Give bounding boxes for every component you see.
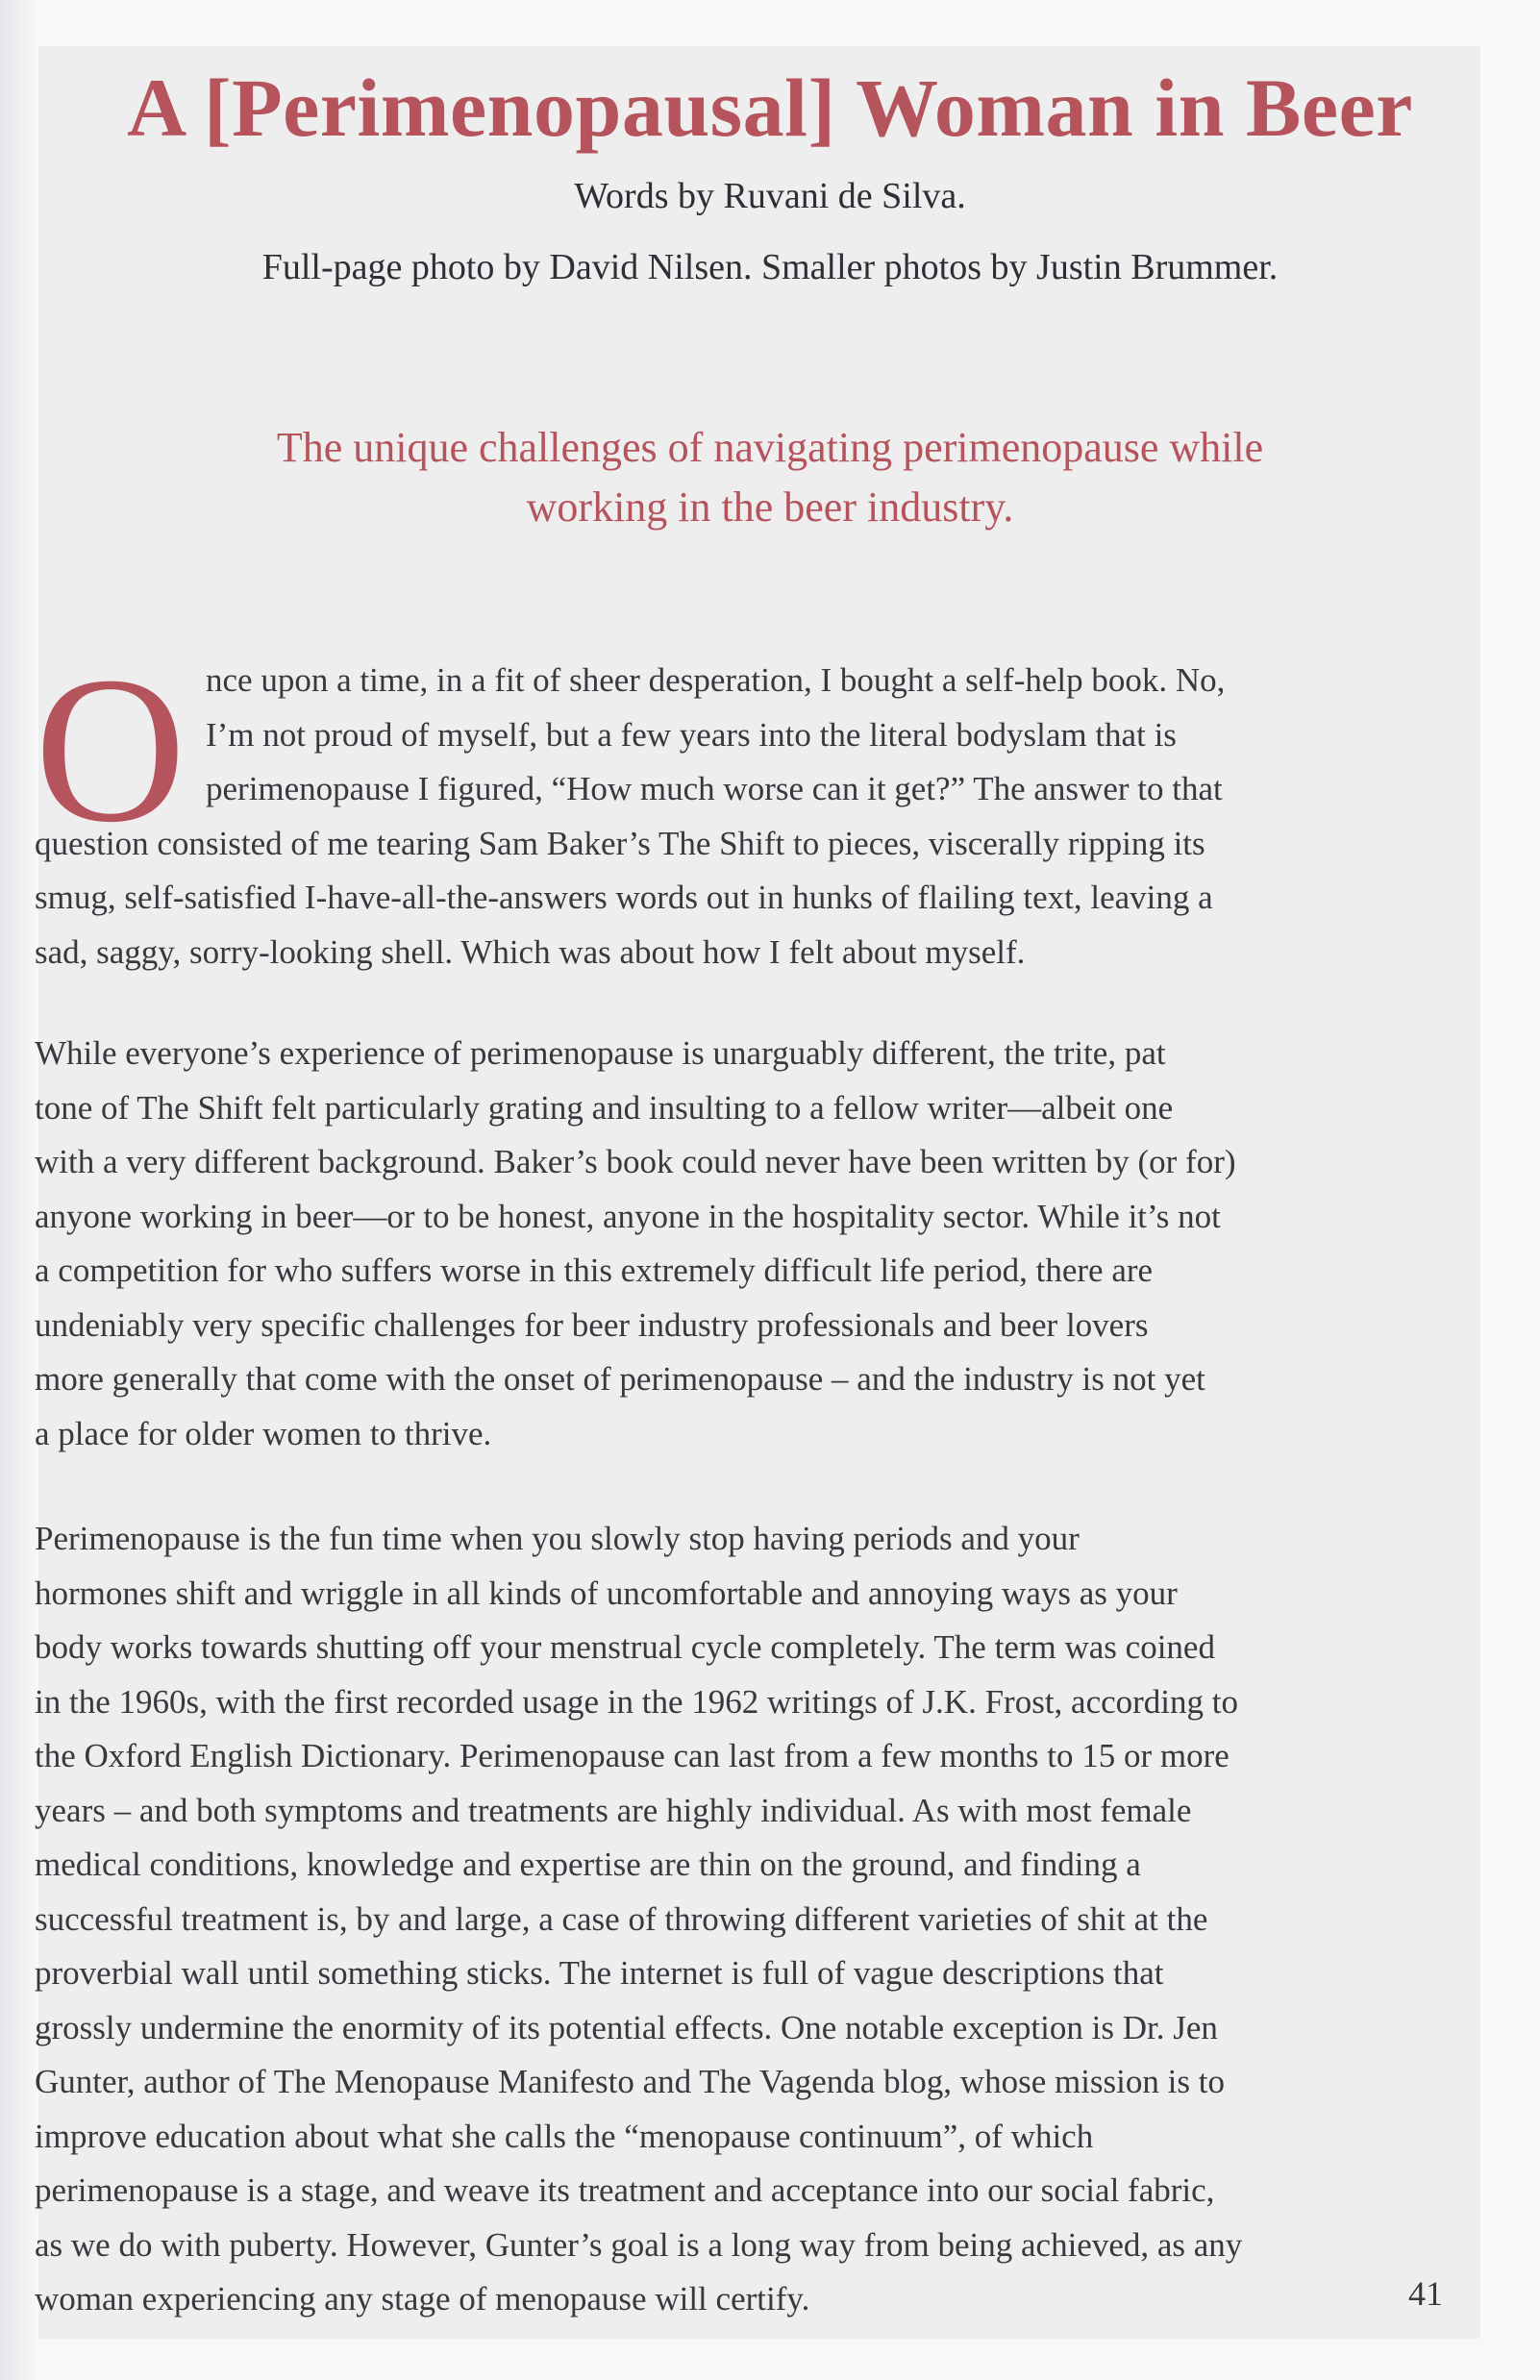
byline-photos: Full-page photo by David Nilsen. Smaller photos by Justin Brummer. — [261, 247, 1279, 287]
text-line: a competition for who suffers worse in this extremely difficult life period, there are — [35, 1252, 1154, 1289]
drop-cap: O — [35, 634, 186, 866]
text-line: perimenopause is a stage, and weave its treatment and acceptance into our social fabric, — [35, 2171, 1215, 2209]
text-line: tone of The Shift felt particularly grating and insulting to a fellow writer—albeit one — [35, 1088, 1174, 1127]
paragraph-3 — [35, 1512, 1467, 2327]
page-number: 41 — [1408, 2274, 1443, 2313]
page-spine-shadow — [0, 0, 38, 2380]
text-line: anyone working in beer—or to be honest, anyone in the hospitality sector. While it’s not — [35, 1197, 1221, 1235]
text-line: undeniably very specific challenges for beer industry professionals and beer lovers — [35, 1305, 1149, 1344]
text-line: Gunter, author of The Menopause Manifesto and The Vagenda blog, whose mission is to — [35, 2063, 1225, 2100]
text-line: successful treatment is, by and large, a case of throwing different varieties of shit at the — [35, 1899, 1208, 1938]
text-line: proverbial wall until something sticks. The internet is full of vague descriptions that — [35, 1954, 1164, 1992]
text-line: perimenopause I figured, “How much worse can it get?” The answer to that — [206, 770, 1223, 807]
text-line: nce upon a time, in a fit of sheer desperation, I bought a self-help book. No, — [206, 661, 1226, 699]
subtitle-line-2: working in the beer industry. — [526, 483, 1014, 531]
text-line: grossly undermine the enormity of its potential effects. One notable exception is Dr. Jen — [35, 2008, 1218, 2046]
text-line: question consisted of me tearing Sam Baker’s The Shift to pieces, viscerally ripping its — [35, 824, 1205, 862]
byline-author: Words by Ruvani de Silva. — [574, 176, 966, 216]
subtitle-line-1: The unique challenges of navigating perimenopause while — [276, 424, 1264, 471]
text-line: I’m not proud of myself, but a few years into the literal bodyslam that is — [206, 715, 1177, 754]
text-line: Perimenopause is the fun time when you slowly stop having periods and your — [35, 1520, 1080, 1557]
text-line: medical conditions, knowledge and expertise are thin on the ground, and finding a — [35, 1846, 1141, 1883]
text-line: more generally that come with the onset of perimenopause – and the industry is not yet — [35, 1360, 1205, 1398]
text-line: hormones shift and wriggle in all kinds of uncomfortable and annoying ways as your — [35, 1574, 1178, 1612]
text-line: years – and both symptoms and treatments are highly individual. As with most female — [35, 1791, 1192, 1829]
text-line: smug, self-satisfied I-have-all-the-answers words out in hunks of flailing text, leaving a — [35, 879, 1213, 916]
text-line: woman experiencing any stage of menopause will certify. — [35, 2280, 810, 2318]
paragraph-1 — [35, 654, 1467, 979]
text-line: sad, saggy, sorry-looking shell. Which was about how I felt about myself. — [35, 932, 1026, 971]
text-line: improve education about what she calls the “menopause continuum”, of which — [35, 2117, 1094, 2155]
article-title: A [Perimenopausal] Woman in Beer — [127, 62, 1413, 154]
text-line: a place for older women to thrive. — [35, 1414, 492, 1452]
text-line: in the 1960s, with the first recorded usage in the 1962 writings of J.K. Frost, according to — [35, 1682, 1239, 1721]
text-line: the Oxford English Dictionary. Perimenopause can last from a few months to 15 or more — [35, 1737, 1230, 1774]
text-line: as we do with puberty. However, Gunter’s goal is a long way from being achieved, as any — [35, 2225, 1243, 2264]
text-line: While everyone’s experience of perimenopause is unarguably different, the trite, pat — [35, 1034, 1166, 1072]
text-line: body works towards shutting off your menstrual cycle completely. The term was coined — [35, 1628, 1215, 1666]
text-line: with a very different background. Baker’s book could never have been written by (or for) — [35, 1143, 1236, 1180]
paragraph-2 — [35, 1027, 1467, 1461]
